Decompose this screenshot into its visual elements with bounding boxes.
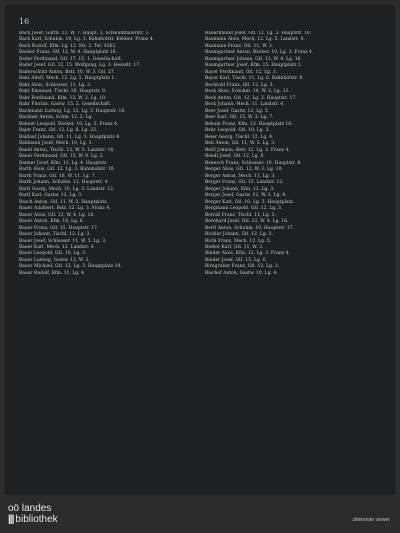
directory-entry: Beier Georg, Tischl. 12, Lg. 4. <box>205 134 274 140</box>
directory-entry: Bahr Ferdinand, Kfm. 12, W. 3. Lg. 10. <box>19 95 107 101</box>
directory-entry: Beck Anton, Gtl. 12, Lg. 3. Hauptstr. 17. <box>205 95 297 101</box>
directory-entry: Birngruber Franz, Gtl. 12. Lg. 3. <box>205 264 280 270</box>
directory-entry: Baumgartner Anton, Bäcker. 10, Lg. 3. Franz 4. <box>205 50 314 56</box>
directory-entry: Bartl Karl, Gastw. 12, Lg. 3. <box>19 193 83 199</box>
directory-entry: Bernhard Josef, Gtl. 12, W. 4. Lg. 16. <box>205 219 289 225</box>
directory-entry: Berger Josef, Gastw. 12, W. 2. Lg. 4. <box>205 193 287 199</box>
directory-entry: Baumann Alois, Mech. 12. Lg. 5. Landstr. 4. <box>205 37 305 43</box>
directory-entry: Berger Alois, Gtl. 12, W. 3. Lg. 10. <box>205 167 283 173</box>
viewer-footer <box>0 495 400 533</box>
directory-entry: Bach Rudolf, Kfm. Lg. 12. Str. 2. Tel. 4562. <box>19 43 117 49</box>
directory-entry: Baldauf Johann, Gtl. 11. Lg. 3. Hauptplatz 4. <box>19 134 121 140</box>
library-logo[interactable] <box>8 503 58 525</box>
directory-entry: Bahr Alois, Schlosser. 11, Lg. 3. <box>19 82 92 88</box>
directory-entry: Bauer Adalbert, Bstr. 12. Lg. 3. Franz 4. <box>19 206 111 212</box>
directory-entry: Ballmann Josef, Mech. 10, Lg. 3. <box>19 141 93 147</box>
directory-entry: Bauer Alois, Gtl. 12, W. 4. Lg. 16. <box>19 212 95 218</box>
directory-entry: Berger Franz, Gtl. 15. Landstr. 12. <box>205 180 284 186</box>
left-column <box>19 31 195 485</box>
directory-entry: Bauer Franz, Gtl. 15. Hauptstr. 17. <box>19 225 99 231</box>
directory-entry: Bendl Josef, Gtl. 12, Lg. 6. <box>205 154 265 160</box>
directory-entry: Bauer Leopold, Gtl. 10, Lg. 3. <box>19 251 87 257</box>
logo-line-2: bibliothek <box>15 514 58 525</box>
directory-entry: Basch Anton, Gtl. 11, W. 2. Hauptplatz. <box>19 199 108 205</box>
directory-entry: Bader Ferdinand, Gtl. 17, 15. 1. Gesellschaft. <box>19 56 123 62</box>
page-number: 16 <box>19 17 30 26</box>
directory-entry: Bichl Franz, Mech. 12. Lg. 5. <box>205 238 272 244</box>
directory-entry: Berger Anton, Mech. 11, Lg. 3. <box>205 173 276 179</box>
directory-entry: Bachner Anton, Schm. 12, 2. Lg. <box>19 115 93 121</box>
directory-entry: Bauer Michael, Gtl. 12. Lg. 3. Hauptplatz 10. <box>19 264 122 270</box>
directory-entry: Beck Johann, Mech. 11. Landstr. 4. <box>205 102 285 108</box>
directory-entry: Bayer Ferdinand, Gtl. 12, Lg. 3. <box>205 69 278 75</box>
directory-entry: Berger Johann, Kfm. 12, Lg. 3. <box>205 186 275 192</box>
directory-entry: Berndl Franz, Tischl. 11, Lg. 3. <box>205 212 276 218</box>
logo-bars-icon: ||| <box>8 514 14 525</box>
directory-entry: Baderschütz Anton, Bstr. 10, W. 3. Gtl. 27. <box>19 69 116 75</box>
directory-entry: Barth Alois, Gtl. 12. Lg. 3. Bahnhofstr. 10. <box>19 167 115 173</box>
directory-entry: Bartl Georg, Mech. 10, Lg. 3. Landstr. 12. <box>19 186 115 192</box>
directory-entry: Bayer Karl, Tischl. 11, Lg. 6. Bahnhofstr. 8. <box>205 76 304 82</box>
directory-entry: Bahr Emanuel, Tischl. 10. Hauptstr. 8. <box>19 89 107 95</box>
directory-columns <box>19 31 381 485</box>
directory-entry: Bauer Karl, Mech. 12. Landstr. 4. <box>19 244 96 250</box>
directory-entry: Bach Karl, Schuhm. 10, Lg. 3. Bahnhofstr. Kellner. Franz 4. <box>19 37 155 43</box>
directory-entry: Bandl Anton, Tischl. 12, W. 5. Landstr. 16. <box>19 147 115 153</box>
directory-entry: Bauer Johann, Tischl. 12, Lg. 3. <box>19 232 91 238</box>
directory-entry: Bajer Franz, Gtl. 12, Lg. 6. Lg. 23. <box>19 128 98 134</box>
directory-entry: Bauer Rudolf, Kfm. 11, Lg. 4. <box>19 270 86 276</box>
directory-entry: Bader Josef, Gtl. 12, 15. Wolfgang, Lg. 3. Hessstr. 17. <box>19 63 141 69</box>
directory-entry: Bauernfeind Josef, Gtl. 12, Lg. 3. Hauptstr. 10. <box>205 31 312 36</box>
directory-entry: Beil Anton, Gtl. 11, W. 5. Lg. 3. <box>205 141 276 147</box>
directory-entry: Baumann Franz, Gtl. 11, W. 3. <box>205 43 274 49</box>
directory-entry: Bergmann Leopold, Gtl. 12. Lg. 3. <box>205 206 283 212</box>
directory-entry: Bach Josef, Gärtn. 12. W. 7. Haupt. 3, Schwanthalerstr. 1. <box>19 31 150 36</box>
directory-entry: Bauer Anton, Kfm. 10, Lg. 6. <box>19 219 85 225</box>
directory-entry: Banner Josef, Kfm. 11, Lg. 4. Hauptstr. <box>19 160 108 166</box>
directory-entry: Bahner Leopold, Bäcker. 10, Lg. 5. Franz 4. <box>19 121 119 127</box>
directory-entry: Baner Ferdinand, Gtl. 15, W. 8. Lg. 2. <box>19 154 105 160</box>
directory-entry: Benesch Franz, Schlosser. 10. Hauptstr. 8. <box>205 160 302 166</box>
directory-entry: Beck Alois, Schuhm. 10, W. 2. Lg. 12. <box>205 89 290 95</box>
directory-entry: Bahr Florian, Gastw. 15. 2. Gesellschaft. <box>19 102 112 108</box>
directory-entry: Bahr Adolf, Mech. 12. Lg. 5. Hauptplatz 1. <box>19 76 116 82</box>
directory-entry: Bieber Karl, Gtl. 11, W. 3. <box>205 244 264 250</box>
directory-entry: Beer Josef, Gastw. 12, Lg. 5. <box>205 108 270 114</box>
directory-entry: Bechtold Franz, Gtl. 12. Lg. 3. <box>205 82 275 88</box>
directory-entry: Berger Karl, Gtl. 10, Lg. 5. Hauptplatz. <box>205 199 295 205</box>
scanned-page <box>5 5 395 495</box>
directory-entry: Bischof Anton, Gastw. 10, Lg. 4. <box>205 270 278 276</box>
viewer-link[interactable]: zitierende viewer <box>352 517 390 523</box>
directory-entry: Baumgartner Johann, Gtl. 12, W. 4. Lg. 16. <box>205 56 302 62</box>
directory-entry: Beitl Johann, Bstr. 12. Lg. 3. Franz 4. <box>205 147 290 153</box>
directory-entry: Barth Johann, Schuhm. 12. Hauptstr. 4. <box>19 180 109 186</box>
directory-entry: Bauer Josef, Schlosser. 11, W. 5. Lg. 3. <box>19 238 107 244</box>
directory-entry: Barth Franz, Gtl. 16, W. 11. Lg. 7. <box>19 173 96 179</box>
directory-entry: Backer Franz, Gtl. 12, W. 4. Hauptplatz 16. <box>19 50 118 56</box>
directory-entry: Baumgartner Josef, Kfm. 15. Hauptplatz 2. <box>205 63 303 69</box>
directory-entry: Behr Leopold, Gtl. 10, Lg. 3. <box>205 128 270 134</box>
directory-entry: Bertl Anton, Schuhm. 10. Hauptstr. 17. <box>205 225 294 231</box>
logo-line-1: oö landes <box>8 503 52 514</box>
directory-entry: Bauer Ludwig, Gastw. 12, W. 2. <box>19 257 90 263</box>
right-column <box>205 31 381 485</box>
directory-entry: Bachmann Ludwig, Lg. 12. Lg. 3. Hauptstr. 18. <box>19 108 126 114</box>
directory-entry: Binder Alois, Kfm. 12, Lg. 3. Franz 4. <box>205 251 290 257</box>
directory-entry: Beer Karl, Gtl. 15, W. 3. Lg. 7. <box>205 115 274 121</box>
directory-entry: Beham Franz, Kfm. 12. Hauptplatz 16. <box>205 121 293 127</box>
directory-entry: Binder Josef, Gtl. 15, Lg. 6. <box>205 257 268 263</box>
directory-entry: Bichler Johann, Gtl. 12, Lg. 3. <box>205 232 273 238</box>
